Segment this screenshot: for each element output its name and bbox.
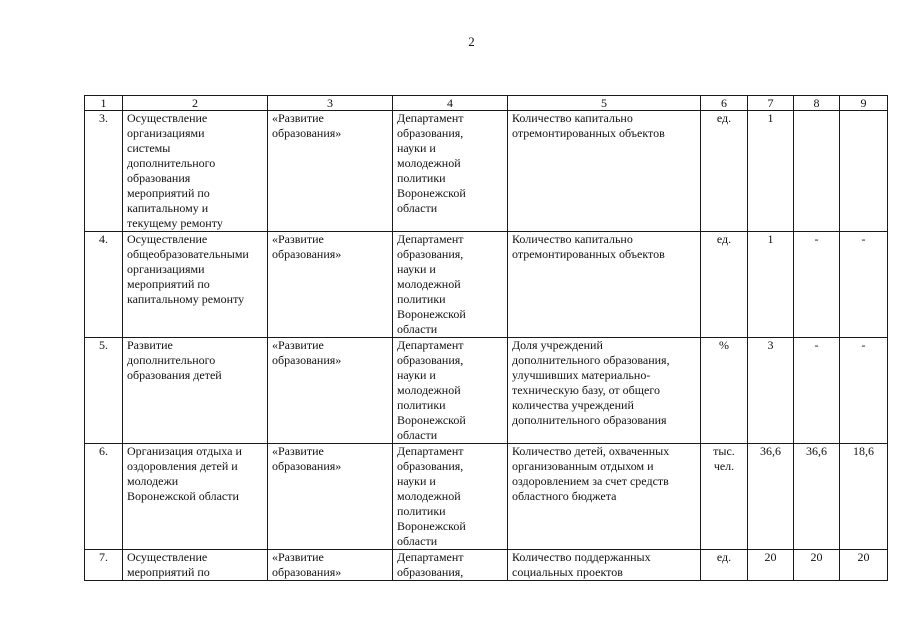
header-cell: 6 [701,96,748,111]
value-cell: - [840,232,888,338]
value-cell [794,111,840,232]
activity-cell: Осуществление общеобразовательными организациями мероприятий по капитальному ремонту [123,232,268,338]
activity-cell: Развитие дополнительного образования детей [123,338,268,444]
value-cell [840,111,888,232]
value-cell: - [794,232,840,338]
header-cell: 1 [85,96,123,111]
row-number: 7. [85,550,123,581]
value-cell: 18,6 [840,444,888,550]
row-number: 4. [85,232,123,338]
value-cell: - [840,338,888,444]
value-cell: 3 [748,338,794,444]
header-cell: 9 [840,96,888,111]
table-row [85,550,888,581]
value-cell: 36,6 [748,444,794,550]
program-cell: «Развитие образования» [268,338,393,444]
table-row [85,232,888,338]
activity-cell: Осуществление мероприятий по [123,550,268,581]
unit-cell: ед. [701,550,748,581]
value-cell: 20 [748,550,794,581]
indicator-cell: Количество капитально отремонтированных объектов [508,232,701,338]
program-cell: «Развитие образования» [268,111,393,232]
unit-cell: % [701,338,748,444]
header-row [85,96,888,111]
value-cell: 1 [748,232,794,338]
header-cell: 4 [393,96,508,111]
unit-cell: тыс. чел. [701,444,748,550]
program-cell: «Развитие образования» [268,232,393,338]
program-cell: «Развитие образования» [268,444,393,550]
indicator-cell: Количество поддержанных социальных проектов [508,550,701,581]
executor-cell: Департамент образования, науки и молодежной политики Воронежской области [393,444,508,550]
executor-cell: Департамент образования, науки и молодежной политики Воронежской области [393,111,508,232]
value-cell: 36,6 [794,444,840,550]
row-number: 3. [85,111,123,232]
value-cell: 20 [840,550,888,581]
value-cell: 1 [748,111,794,232]
activity-cell: Осуществление организациями системы дополнительного образования мероприятий по капитальному и текущему ремонту [123,111,268,232]
header-cell: 8 [794,96,840,111]
program-cell: «Развитие образования» [268,550,393,581]
indicator-cell: Количество капитально отремонтированных объектов [508,111,701,232]
indicators-table [84,95,888,581]
header-cell: 2 [123,96,268,111]
unit-cell: ед. [701,111,748,232]
table-row [85,338,888,444]
unit-cell: ед. [701,232,748,338]
value-cell: 20 [794,550,840,581]
value-cell: - [794,338,840,444]
row-number: 6. [85,444,123,550]
page-number: 2 [468,34,475,49]
header-cell: 7 [748,96,794,111]
header-cell: 3 [268,96,393,111]
table-row [85,444,888,550]
executor-cell: Департамент образования, [393,550,508,581]
executor-cell: Департамент образования, науки и молодежной политики Воронежской области [393,338,508,444]
executor-cell: Департамент образования, науки и молодежной политики Воронежской области [393,232,508,338]
indicator-cell: Количество детей, охваченных организованным отдыхом и оздоровлением за счет средств областного бюджета [508,444,701,550]
table-row [85,111,888,232]
activity-cell: Организация отдыха и оздоровления детей и молодежи Воронежской области [123,444,268,550]
row-number: 5. [85,338,123,444]
header-cell: 5 [508,96,701,111]
indicator-cell: Доля учреждений дополнительного образования, улучшивших материально- техническую базу, от общего количества учреждений дополнительного образования [508,338,701,444]
